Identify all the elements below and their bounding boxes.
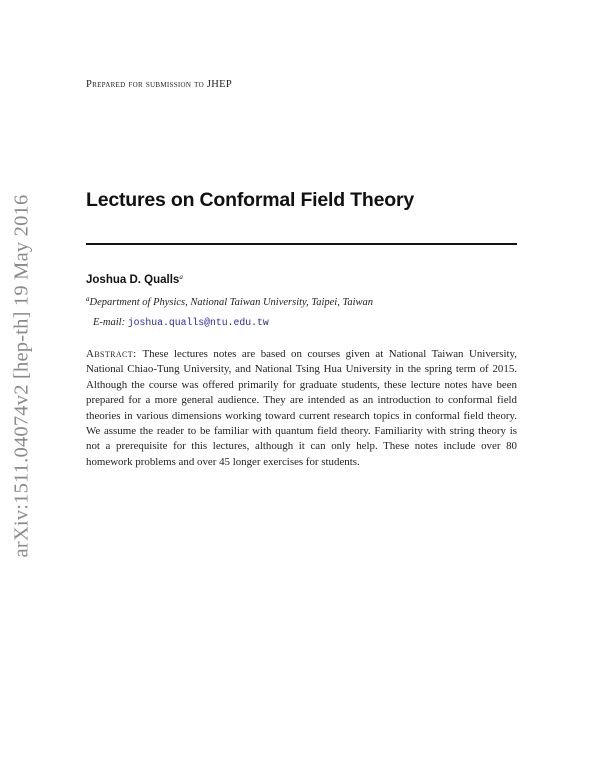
email-label: E-mail: bbox=[93, 317, 126, 328]
email-link[interactable]: joshua.qualls@ntu.edu.tw bbox=[127, 317, 269, 328]
abstract-label: Abstract: bbox=[86, 348, 137, 360]
affiliation-text: Department of Physics, National Taiwan University, Taipei, Taiwan bbox=[89, 297, 374, 308]
title-divider bbox=[86, 243, 517, 245]
author-line bbox=[86, 273, 183, 286]
email-line bbox=[93, 317, 269, 328]
paper-title: Lectures on Conformal Field Theory bbox=[86, 189, 414, 211]
abstract-paragraph bbox=[86, 347, 517, 470]
abstract-text: These lectures notes are based on courses given at National Taiwan University, National Chiao-Tung University, and National Tsing Hua University in the spring term of 2015. Although the course was offered primarily for graduate students, these lecture notes have been prepared for a more general audience. They are intended as an introduction to conformal field theories in various dimensions working toward current research topics in conformal field theory. We assume the reader to be familiar with quantum field theory. Familiarity with string theory is not a prerequisite for this lectures, although it can only help. These notes include over 80 homework problems and over 45 longer exercises for students. bbox=[86, 348, 517, 468]
author-name: Joshua D. Qualls bbox=[86, 274, 180, 286]
author-affiliation-mark: a bbox=[179, 273, 183, 281]
affiliation-mark: a bbox=[86, 295, 90, 303]
arxiv-identifier-stamp bbox=[2, 196, 42, 556]
arxiv-stamp-text: arXiv:1511.04074v2 [hep-th] 19 May 2016 bbox=[10, 194, 33, 558]
affiliation-line bbox=[86, 295, 373, 308]
journal-preparation-note: Prepared for submission to JHEP bbox=[86, 79, 233, 90]
